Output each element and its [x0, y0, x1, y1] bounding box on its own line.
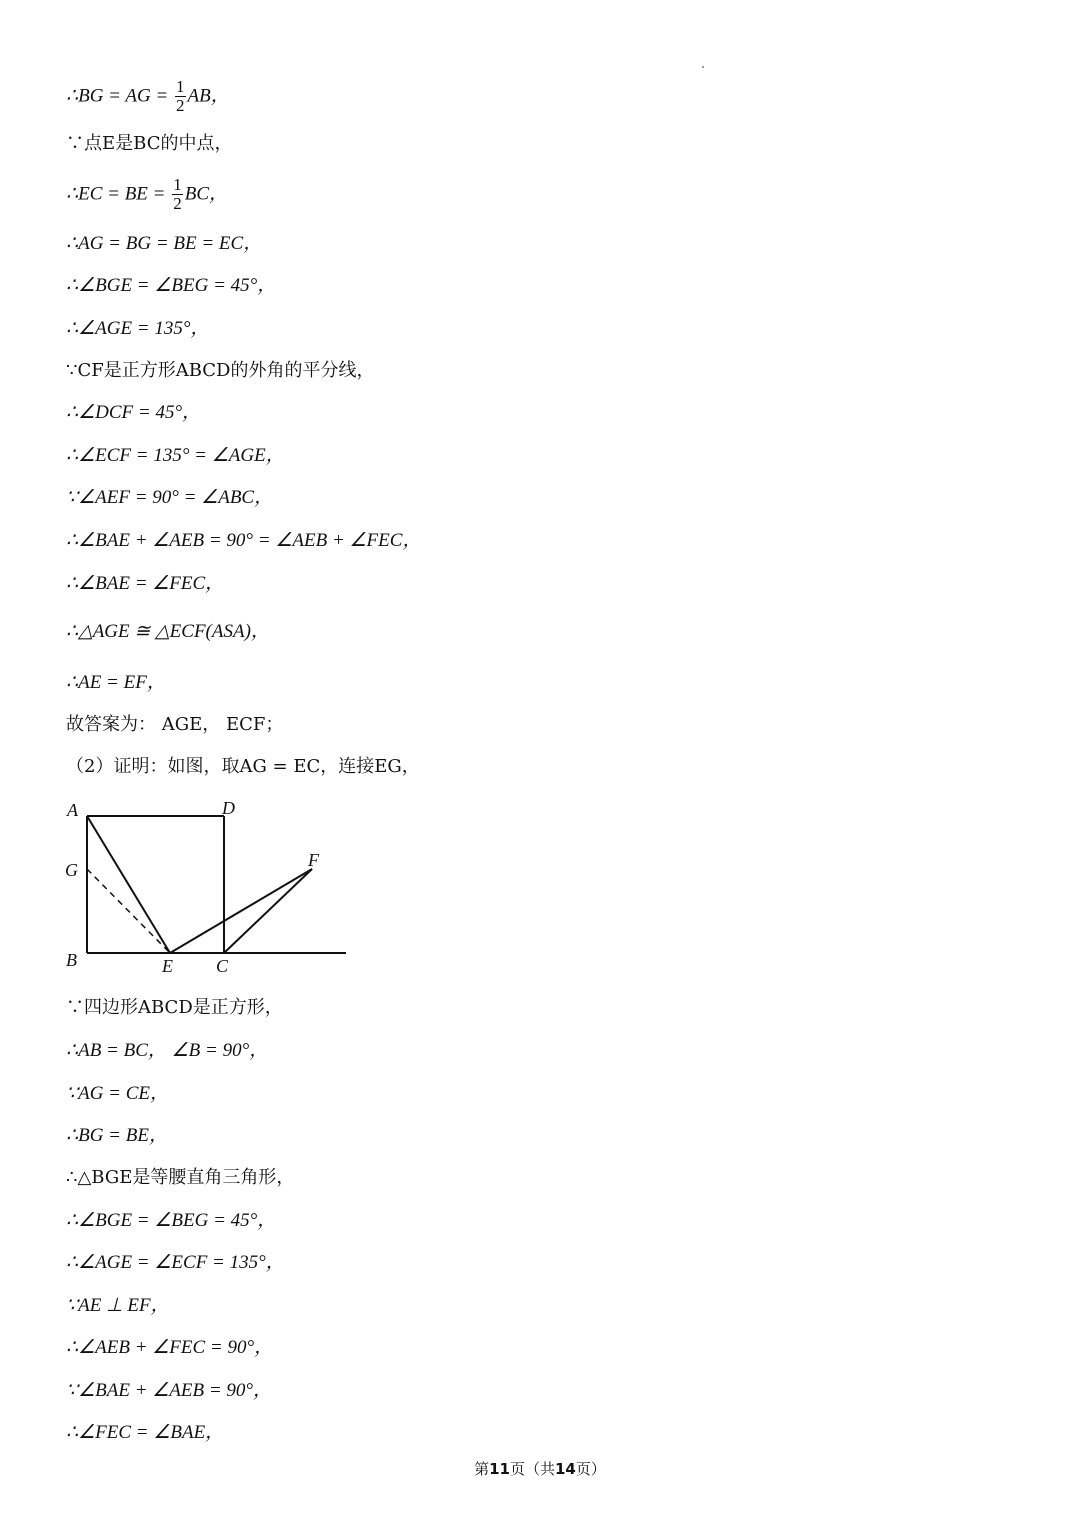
label-C: C — [216, 956, 229, 976]
label-E: E — [162, 956, 173, 976]
fraction-half: $\frac{1}{2}$ — [176, 77, 185, 115]
segment-GE-dashed — [87, 869, 170, 953]
page-footer: 第11页（共14页） — [474, 1460, 606, 1478]
proof-line-6: ∴∠AGE = 135°， — [66, 318, 210, 339]
part2-intro: （2）证明：如图，取AG = EC，连接EG， — [66, 756, 420, 777]
proof2-line-1: ∵四边形ABCD是正方形， — [66, 997, 283, 1018]
segment-AE — [87, 816, 170, 953]
label-G: G — [65, 860, 78, 880]
proof-line-10: ∵∠AEF = 90° = ∠ABC， — [66, 487, 274, 508]
proof2-line-3: ∵AG = CE， — [66, 1083, 170, 1104]
fraction-half: $\frac{1}{2}$ — [173, 175, 182, 213]
total-pages: 14 — [555, 1460, 576, 1478]
proof-line-12: ∴∠BAE = ∠FEC， — [66, 573, 225, 594]
proof-line-7: ∵CF是正方形ABCD的外角的平分线， — [66, 360, 375, 381]
proof2-line-4: ∴BG = BE， — [66, 1125, 168, 1146]
proof2-line-9: ∴∠AEB + ∠FEC = 90°， — [66, 1337, 274, 1358]
proof2-line-5: ∴△BGE是等腰直角三角形， — [66, 1167, 295, 1188]
label-F: F — [308, 850, 319, 870]
proof2-line-8: ∵AE ⊥ EF， — [66, 1295, 170, 1316]
answer-line: 故答案为： AGE， ECF； — [66, 714, 284, 735]
proof-line-5: ∴∠BGE = ∠BEG = 45°， — [66, 275, 277, 296]
proof-line-14: ∴AE = EF， — [66, 672, 166, 693]
proof2-line-10: ∵∠BAE + ∠AEB = 90°， — [66, 1380, 273, 1401]
square-figure — [62, 796, 352, 976]
proof-line-13: ∴△AGE ≅ △ECF(ASA)， — [66, 621, 270, 642]
label-D: D — [222, 798, 235, 818]
proof-line-4: ∴AG = BG = BE = EC， — [66, 233, 263, 254]
stray-dot — [702, 66, 704, 68]
segment-CF — [224, 869, 312, 953]
proof2-line-6: ∴∠BGE = ∠BEG = 45°， — [66, 1210, 277, 1231]
proof-line-9: ∴∠ECF = 135° = ∠AGE， — [66, 445, 285, 466]
proof-line-3: ∴EC = BE = $\frac{1}{2}$ BC， — [66, 175, 229, 213]
proof2-line-2: ∴AB = BC， ∠B = 90°， — [66, 1040, 269, 1061]
current-page: 11 — [489, 1460, 510, 1478]
segment-EF — [170, 869, 312, 953]
proof-line-2: ∵点E是BC的中点， — [66, 133, 233, 154]
proof-line-8: ∴∠DCF = 45°， — [66, 402, 202, 423]
proof-line-1: ∴BG = AG = $\frac{1}{2}$ AB， — [66, 77, 230, 115]
label-B: B — [66, 950, 77, 970]
label-A: A — [67, 800, 78, 820]
proof-line-11: ∴∠BAE + ∠AEB = 90° = ∠AEB + ∠FEC， — [66, 530, 422, 551]
proof2-line-11: ∴∠FEC = ∠BAE， — [66, 1422, 225, 1443]
proof2-line-7: ∴∠AGE = ∠ECF = 135°， — [66, 1252, 285, 1273]
